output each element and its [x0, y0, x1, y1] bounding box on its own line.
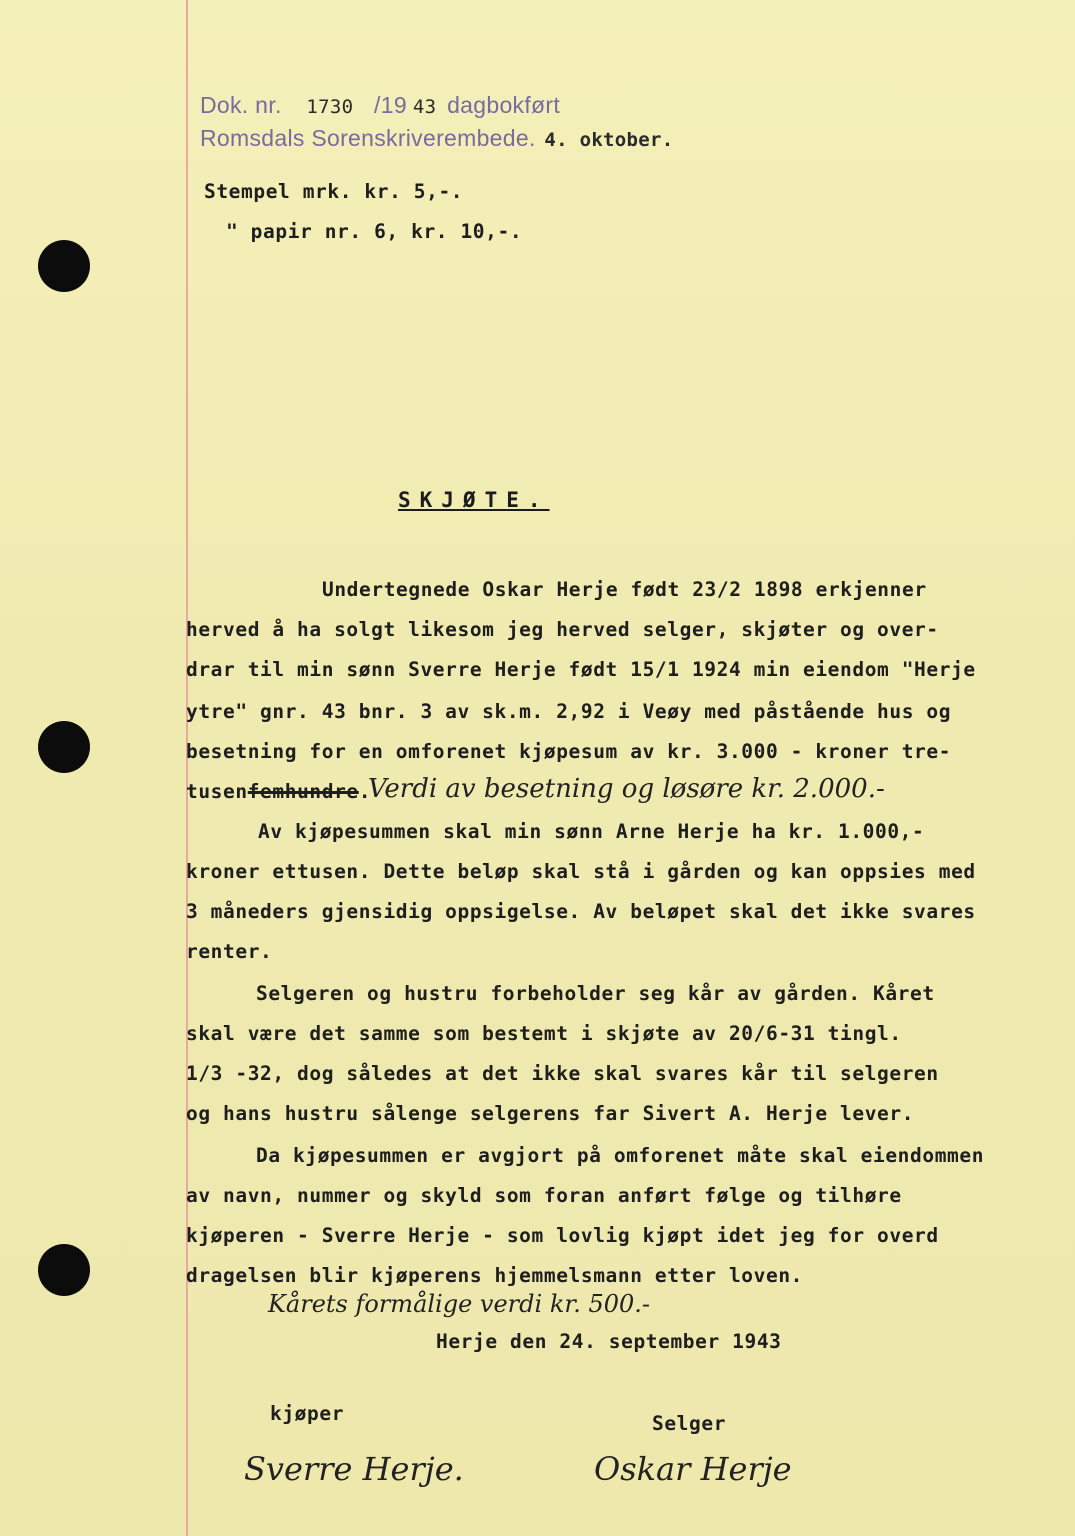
- stamp-dagbokfort: dagbokført: [447, 92, 561, 118]
- body-line-3: drar til min sønn Sverre Herje født 15/1 1924 min eiendom "Herje: [186, 658, 976, 681]
- punch-hole-top: [38, 240, 90, 292]
- body-line-5: besetning for en omforenet kjøpesum av kr. 3.000 - kroner tre-: [186, 740, 952, 763]
- handwritten-note-kar: Kårets formålige verdi kr. 500.-: [268, 1290, 651, 1318]
- stamp-dok-label: Dok. nr.: [200, 92, 282, 118]
- body-line-17: kjøperen - Sverre Herje - som lovlig kjøpt idet jeg for overd: [186, 1224, 939, 1247]
- year-suffix: 43: [412, 96, 437, 118]
- margin-rule: [186, 0, 188, 1536]
- body-line-10: renter.: [186, 940, 273, 963]
- body-line-14: og hans hustru sålenge selgerens far Sivert A. Herje lever.: [186, 1102, 915, 1125]
- line6-end: .: [358, 780, 372, 803]
- body-line-6: [186, 780, 371, 803]
- registration-stamp-line1: [200, 92, 560, 119]
- body-line-7: Av kjøpesummen skal min sønn Arne Herje ha kr. 1.000,-: [258, 820, 925, 843]
- body-line-11: Selgeren og hustru forbeholder seg kår av gården. Kåret: [256, 982, 935, 1005]
- buyer-label: kjøper: [270, 1402, 345, 1425]
- doc-number: 1730: [306, 96, 354, 118]
- body-line-4: ytre" gnr. 43 bnr. 3 av sk.m. 2,92 i Veøy med påstående hus og: [186, 700, 952, 723]
- handwritten-note-besetning: Verdi av besetning og løsøre kr. 2.000.-: [368, 774, 885, 804]
- struck-femhundre: femhundre: [247, 780, 359, 803]
- body-line-2: herved å ha solgt likesom jeg herved selger, skjøter og over-: [186, 618, 939, 641]
- registration-stamp-line2: [200, 125, 674, 152]
- fee-line-1: Stempel mrk. kr. 5,-.: [204, 180, 464, 203]
- place-date: Herje den 24. september 1943: [436, 1330, 782, 1353]
- body-line-18: dragelsen blir kjøperens hjemmelsmann etter loven.: [186, 1264, 803, 1287]
- buyer-signature: Sverre Herje.: [244, 1450, 464, 1488]
- seller-label: Selger: [652, 1412, 727, 1435]
- seller-signature: Oskar Herje: [594, 1450, 792, 1488]
- stamp-year-prefix: /19: [374, 92, 407, 118]
- fee-line-2: " papir nr. 6, kr. 10,-.: [226, 220, 523, 243]
- date-typed: 4. oktober.: [544, 129, 674, 151]
- punch-hole-bottom: [38, 1244, 90, 1296]
- body-line-1: Undertegnede Oskar Herje født 23/2 1898 erkjenner: [322, 578, 927, 601]
- stamp-office: Romsdals Sorenskriverembede.: [200, 125, 536, 151]
- body-line-15: Da kjøpesummen er avgjort på omforenet måte skal eiendommen: [256, 1144, 985, 1167]
- body-line-13: 1/3 -32, dog således at det ikke skal svares kår til selgeren: [186, 1062, 939, 1085]
- body-line-16: av navn, nummer og skyld som foran anført følge og tilhøre: [186, 1184, 902, 1207]
- body-line-12: skal være det samme som bestemt i skjøte av 20/6-31 tingl.: [186, 1022, 902, 1045]
- typed-tusen: tusen: [186, 780, 248, 803]
- punch-hole-middle: [38, 721, 90, 773]
- document-title: SKJØTE.: [398, 488, 550, 512]
- body-line-9: 3 måneders gjensidig oppsigelse. Av beløpet skal det ikke svares: [186, 900, 976, 923]
- body-line-8: kroner ettusen. Dette beløp skal stå i gården og kan oppsies med: [186, 860, 976, 883]
